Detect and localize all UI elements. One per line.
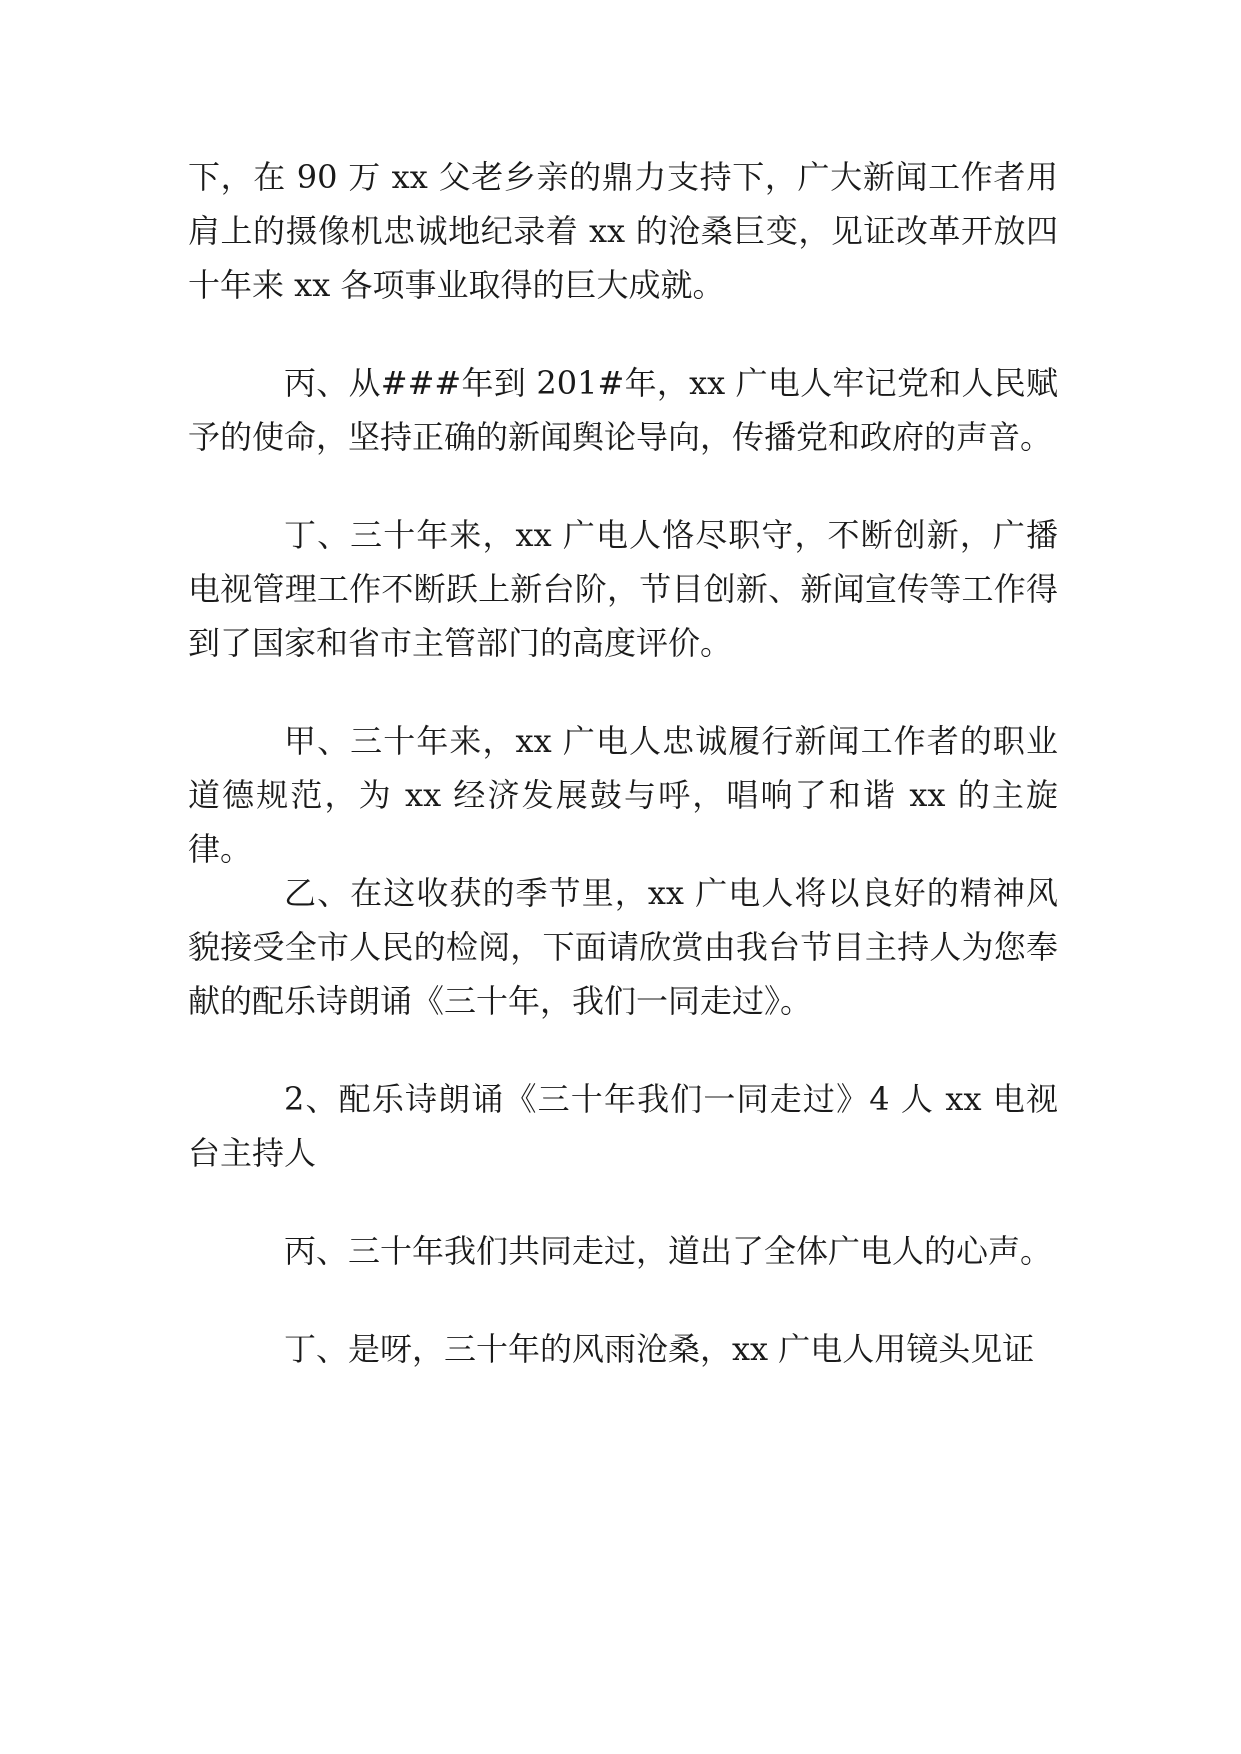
paragraph-7: 丙、三十年我们共同走过，道出了全体广电人的心声。: [284, 1232, 1053, 1270]
paragraph-1: 下，在 90 万 xx 父老乡亲的鼎力支持下，广大新闻工作者用肩上的摄像机忠诚地纪录着 xx 的沧桑巨变，见证改革开放四十年来 xx 各项事业取得的巨大成就。: [188, 158, 1058, 304]
paragraph-4: 甲、三十年来，xx 广电人忠诚履行新闻工作者的职业道德规范，为 xx 经济发展鼓与呼，唱响了和谐 xx 的主旋律。: [188, 722, 1058, 868]
paragraph-8: 丁、是呀，三十年的风雨沧桑，xx 广电人用镜头见证: [284, 1330, 1035, 1368]
paragraph-3: 丁、三十年来，xx 广电人恪尽职守，不断创新，广播电视管理工作不断跃上新台阶，节目创新、新闻宣传等工作得到了国家和省市主管部门的高度评价。: [188, 516, 1058, 662]
paragraph-6: 2、配乐诗朗诵《三十年我们一同走过》4 人 xx 电视台主持人: [188, 1080, 1058, 1172]
paragraph-2: 丙、从###年到 201#年，xx 广电人牢记党和人民赋予的使命，坚持正确的新闻舆论导向，传播党和政府的声音。: [188, 364, 1058, 456]
paragraph-5: 乙、在这收获的季节里，xx 广电人将以良好的精神风貌接受全市人民的检阅，下面请欣赏由我台节目主持人为您奉献的配乐诗朗诵《三十年，我们一同走过》。: [188, 874, 1058, 1020]
